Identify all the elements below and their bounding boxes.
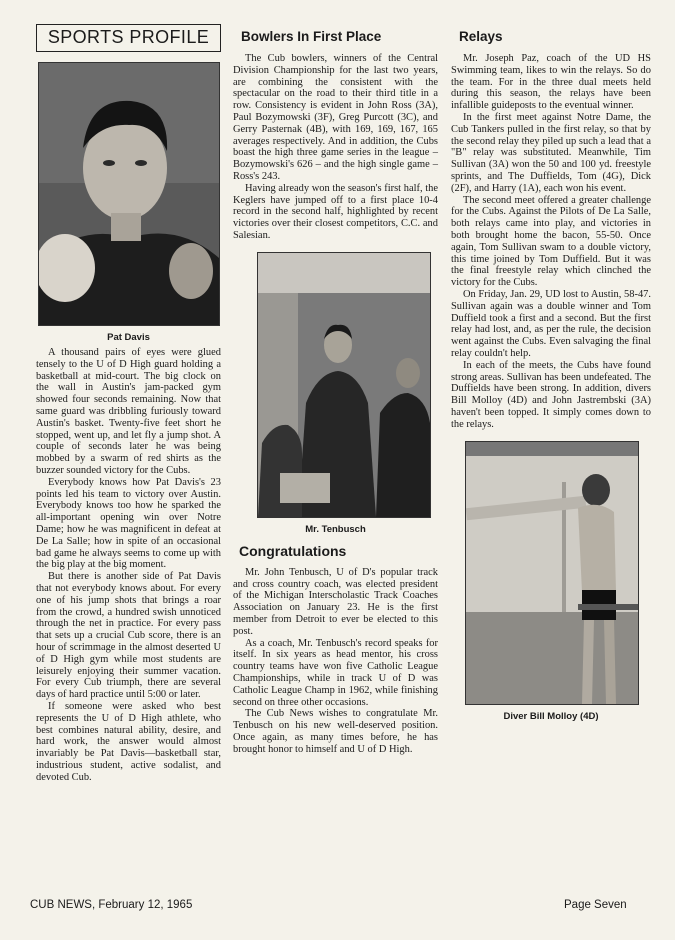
bowlers-article-body xyxy=(233,53,438,242)
paragraph: The Cub bowlers, winners of the Central Division Championship for the last two years, are combining the consistent with the spectacular on the road to their third title in a row. Consistency is evident in John Ross (3A), Paul Bozymowski (3F), Greg Purcott (3C), and Gerry Pasternak (4B), with 169, 169, 167, 165 averages respectively. And in addition, the Cubs boast the high three game series in the league – Bozymowski's 626 – and the high single game – Ross's 243. xyxy=(233,53,438,182)
relays-article-body xyxy=(451,53,651,431)
paragraph: The second meet offered a greater challenge for the Cubs. Against the Pilots of De La Salle, both relays came into play, and victories in both brought home the bacon, 55-50. Once again, Tom Sullivan swam to a double victory, this time joined by Tom Duffield. But it was the final freestyle relay which clinched the victory for the Cubs. xyxy=(451,194,651,289)
paragraph: As a coach, Mr. Tenbusch's record speaks for itself. In six years as head mentor, his cross country teams have won five Catholic League Championships, while in track U of D was Catholic League Champ in 1962, while finishing second on three other occasions. xyxy=(233,637,438,708)
column-bowlers-congrats xyxy=(233,22,438,756)
relays-headline: Relays xyxy=(459,29,503,44)
molloy-caption: Diver Bill Molloy (4D) xyxy=(503,710,599,722)
paragraph: On Friday, Jan. 29, UD lost to Austin, 58-47. Sullivan again was a double winner and Tom Duffield took a first and a second. But the first relay had lost, and, as per the rule, the decision went against the Cubs. Even salvaging the final relay couldn't help. xyxy=(451,288,651,359)
bowlers-headline: Bowlers In First Place xyxy=(241,29,382,44)
paragraph: Having already won the season's first half, the Keglers have jumped off to a first place 10-4 record in the second half, highlighted by recent victories over their closest competitors, C.C. and Salesian. xyxy=(233,182,438,241)
pat-davis-photo xyxy=(38,62,220,326)
pat-davis-caption: Pat Davis xyxy=(107,332,150,343)
paragraph: Mr. Joseph Paz, coach of the UD HS Swimming team, likes to win the relays. So do the team. For in the three dual meets held during this season, the relays have been infallible guideposts to the eventual winner. xyxy=(451,53,651,112)
congrats-article-body xyxy=(233,567,438,756)
tenbusch-caption: Mr. Tenbusch xyxy=(305,523,366,535)
paragraph: Everybody knows how Pat Davis's 23 points led his team to victory over Austin. Everybody knows too how he sparked the all-important opening win over Notre Dame; how he was magnificent in defeat at De La Salle; how in spite of an occasional bad game he always seems to come up with the big play at the big moment. xyxy=(36,476,221,571)
column-relays xyxy=(451,22,651,726)
column-sports-profile xyxy=(36,22,221,783)
section-title: SPORTS PROFILE xyxy=(36,24,221,52)
portrait-image xyxy=(39,63,219,325)
paragraph: Mr. John Tenbusch, U of D's popular track and cross country coach, was elected president of the Michigan Interscholastic Track Coaches Association on January 23. He is the first member from Detroit to ever be elected to this post. xyxy=(233,566,438,637)
congrats-headline: Congratulations xyxy=(239,542,347,559)
paragraph: In the first meet against Notre Dame, the Cub Tankers pulled in the first relay, so that by the second relay they piled up such a lead that a "B" relay was substituted. Meanwhile, Tim Sullivan (3A) won the 50 and 100 yd. freestyle sprints, and The Duffields, Tom (4G), Dick (2F), and Harry (1A), each won his event. xyxy=(451,111,651,194)
diver-photo-image xyxy=(466,442,638,704)
footer-page-number: Page Seven xyxy=(564,899,627,911)
footer-issue: CUB NEWS, February 12, 1965 xyxy=(30,899,193,911)
paragraph: The Cub News wishes to congratulate Mr. Tenbusch on his new well-deserved position. Once again, as many times before, he has brought honor to himself and U of D High. xyxy=(233,708,438,755)
group-photo-image xyxy=(258,253,430,517)
profile-article-body xyxy=(36,347,221,783)
molloy-photo xyxy=(465,441,639,705)
paragraph: If someone were asked who best represents the U of D High athlete, who best combines natural ability, desire, and hard work, the answer would almost invariably be Pat Davis—basketball star, industrious student, active sodalist, and devoted Cub. xyxy=(36,700,221,783)
paragraph: But there is another side of Pat Davis that not everybody knows about. For every one of his jump shots that brings a roar from the crowd, a hundred swish unnoticed through the net in practice. For every pass that sets up a crucial Cub score, there is an hour of scrimmage in the almost deserted U of D High gym while most students are leisurely enjoying their summer vacation. For every Cub triumph, there are several days of hard practice until 5:00 or later. xyxy=(36,571,221,701)
paragraph: In each of the meets, the Cubs have found strong areas. Sullivan has been undefeated. The Duffields have been strong. In addition, divers Bill Molloy (4D) and John Jastrembski (3A) haven't been topped. It simply comes down to the relays. xyxy=(451,359,651,430)
tenbusch-photo xyxy=(257,252,431,518)
paragraph: A thousand pairs of eyes were glued tensely to the U of D High guard holding a basketball at mid-court. The big clock on the wall in Austin's jam-packed gym showed four seconds remaining. Now that same guard was dribbling furiously toward Austin's basket. Twenty-five feet short he stopped, went up, and let fly a jump shot. A couple of seconds later he was being mobbed by a swarm of red shirts as the buzzer sounded victory for the Cubs. xyxy=(36,347,221,476)
